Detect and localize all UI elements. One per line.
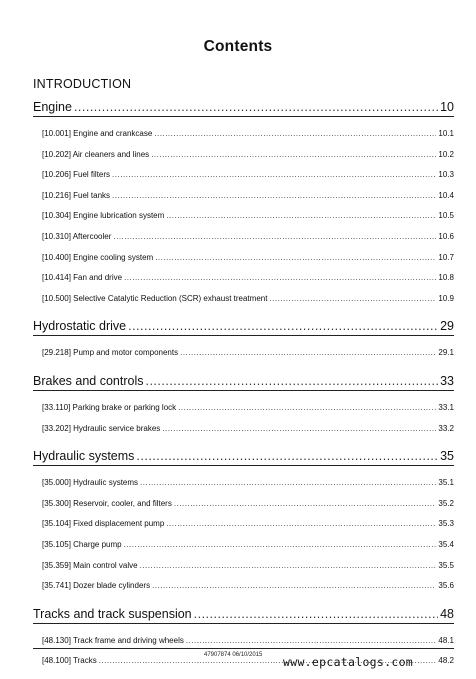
toc-entry[interactable] xyxy=(42,577,454,591)
toc-entry-label: [10.202] Air cleaners and lines xyxy=(42,149,150,159)
toc-entry[interactable] xyxy=(42,632,454,646)
toc-entry-page: 29.1 xyxy=(438,348,454,358)
toc-entry-page: 33.1 xyxy=(438,403,454,412)
toc-entry-label: [29.218] Pump and motor components xyxy=(42,348,179,358)
dot-leader xyxy=(155,253,436,263)
toc-entry-label: [10.216] Fuel tanks xyxy=(42,190,111,200)
footer-divider xyxy=(33,648,454,649)
toc-entry[interactable] xyxy=(42,290,454,304)
toc-section[interactable] xyxy=(33,371,454,391)
toc-entry-label: [10.206] Fuel filters xyxy=(42,170,111,180)
dot-leader xyxy=(152,581,436,591)
toc-entry-page: 48.2 xyxy=(438,656,454,666)
toc-entry-page: 35.4 xyxy=(438,540,454,549)
toc-section[interactable] xyxy=(33,97,454,117)
toc-entry-label: [10.414] Fan and drive xyxy=(42,273,123,283)
toc-entry-label: [35.741] Dozer blade cylinders xyxy=(42,581,151,591)
toc-section-page: 48 xyxy=(440,606,454,621)
document-number: 47907874 06/10/2015 xyxy=(204,652,263,658)
dot-leader xyxy=(112,191,436,201)
toc-entry-label: [35.104] Fixed displacement pump xyxy=(42,519,165,529)
toc-entry-label: [10.500] Selective Catalytic Reduction (SCR) exhaust treatment xyxy=(42,293,268,303)
dot-leader xyxy=(178,403,436,413)
toc-entry-label: [10.304] Engine lubrication system xyxy=(42,211,165,221)
toc-entry-label: [10.001] Engine and crankcase xyxy=(42,129,153,138)
toc-entry[interactable] xyxy=(42,495,454,509)
dot-leader xyxy=(74,100,438,114)
toc-entry-label: [10.310] Aftercooler xyxy=(42,232,112,241)
toc-entry-label: [10.400] Engine cooling system xyxy=(42,252,154,262)
toc-entry[interactable] xyxy=(42,125,454,139)
dot-leader xyxy=(166,211,436,221)
toc-entry[interactable] xyxy=(42,228,454,242)
toc-section[interactable] xyxy=(33,316,454,336)
toc-entry-label: [33.202] Hydraulic service brakes xyxy=(42,423,161,433)
toc-entry[interactable] xyxy=(42,249,454,263)
dot-leader xyxy=(112,170,436,180)
toc-entry-label: [35.000] Hydraulic systems xyxy=(42,478,139,488)
toc-entry[interactable] xyxy=(42,344,454,358)
toc-entry[interactable] xyxy=(42,187,454,201)
toc-entry-page: 10.1 xyxy=(438,129,454,138)
toc-entry-label: [48.130] Track frame and driving wheels xyxy=(42,635,184,645)
toc-section-title: Hydrostatic drive xyxy=(33,319,127,334)
dot-leader xyxy=(124,540,437,550)
toc-entry-page: 10.9 xyxy=(438,293,454,303)
page-title: Contents xyxy=(203,38,273,55)
toc-entry-page: 10.7 xyxy=(438,252,454,262)
dot-leader xyxy=(140,561,437,571)
toc-entry[interactable] xyxy=(42,515,454,529)
toc-entry-label: [48.100] Tracks xyxy=(42,656,97,666)
toc-entry-page: 35.1 xyxy=(438,478,454,488)
toc-entry-page: 10.8 xyxy=(438,273,454,283)
dot-leader xyxy=(180,348,436,358)
dot-leader xyxy=(128,319,438,333)
toc-entry[interactable] xyxy=(42,146,454,160)
dot-leader xyxy=(154,129,436,139)
toc-entry-label: [35.105] Charge pump xyxy=(42,540,122,549)
toc-section-title: Brakes and controls xyxy=(33,374,144,388)
toc-entry[interactable] xyxy=(42,166,454,180)
toc-entry-label: [35.300] Reservoir, cooler, and filters xyxy=(42,498,172,508)
intro-heading: INTRODUCTION xyxy=(33,77,132,91)
dot-leader xyxy=(140,478,436,488)
toc-entry-page: 10.4 xyxy=(438,190,454,200)
dot-leader xyxy=(136,449,438,463)
dot-leader xyxy=(166,519,436,529)
toc-section[interactable] xyxy=(33,604,454,624)
toc-entry-page: 10.2 xyxy=(438,149,454,159)
dot-leader xyxy=(194,607,438,621)
dot-leader xyxy=(186,636,437,646)
toc-entry[interactable] xyxy=(42,269,454,283)
toc-entry-label: [33.110] Parking brake or parking lock xyxy=(42,403,177,412)
toc-section-page: 33 xyxy=(440,374,454,388)
toc-section-page: 29 xyxy=(440,319,454,334)
toc-section-page: 10 xyxy=(440,100,454,114)
dot-leader xyxy=(124,273,436,283)
toc-entry-page: 10.3 xyxy=(438,170,454,180)
dot-leader xyxy=(113,232,436,242)
toc-entry-page: 35.2 xyxy=(438,498,454,508)
toc-entry[interactable] xyxy=(42,557,454,571)
toc-section-title: Hydraulic systems xyxy=(33,449,135,464)
toc-entry[interactable] xyxy=(42,474,454,488)
toc-entry-page: 35.5 xyxy=(438,560,454,570)
dot-leader xyxy=(151,150,436,160)
dot-leader xyxy=(162,424,436,434)
toc-entry-page: 10.5 xyxy=(438,211,454,221)
toc-entry-page: 35.3 xyxy=(438,519,454,529)
toc-entry[interactable] xyxy=(42,207,454,221)
dot-leader xyxy=(174,499,437,509)
toc-entry[interactable] xyxy=(42,420,454,434)
toc-section[interactable] xyxy=(33,446,454,466)
toc-section-title: Engine xyxy=(33,100,72,114)
toc-section-title: Tracks and track suspension xyxy=(33,606,192,621)
dot-leader xyxy=(269,294,436,304)
toc-section-page: 35 xyxy=(440,449,454,464)
dot-leader xyxy=(145,374,438,388)
toc-entry[interactable] xyxy=(42,399,454,413)
toc-entry-label: [35.359] Main control valve xyxy=(42,560,138,570)
toc-entry[interactable] xyxy=(42,536,454,550)
toc-entry-page: 35.6 xyxy=(438,581,454,591)
toc-entry-page: 10.6 xyxy=(438,232,454,241)
watermark-url: www.epcatalogs.com xyxy=(283,655,414,669)
toc-entry-page: 48.1 xyxy=(438,635,454,645)
toc-entry-page: 33.2 xyxy=(438,423,454,433)
